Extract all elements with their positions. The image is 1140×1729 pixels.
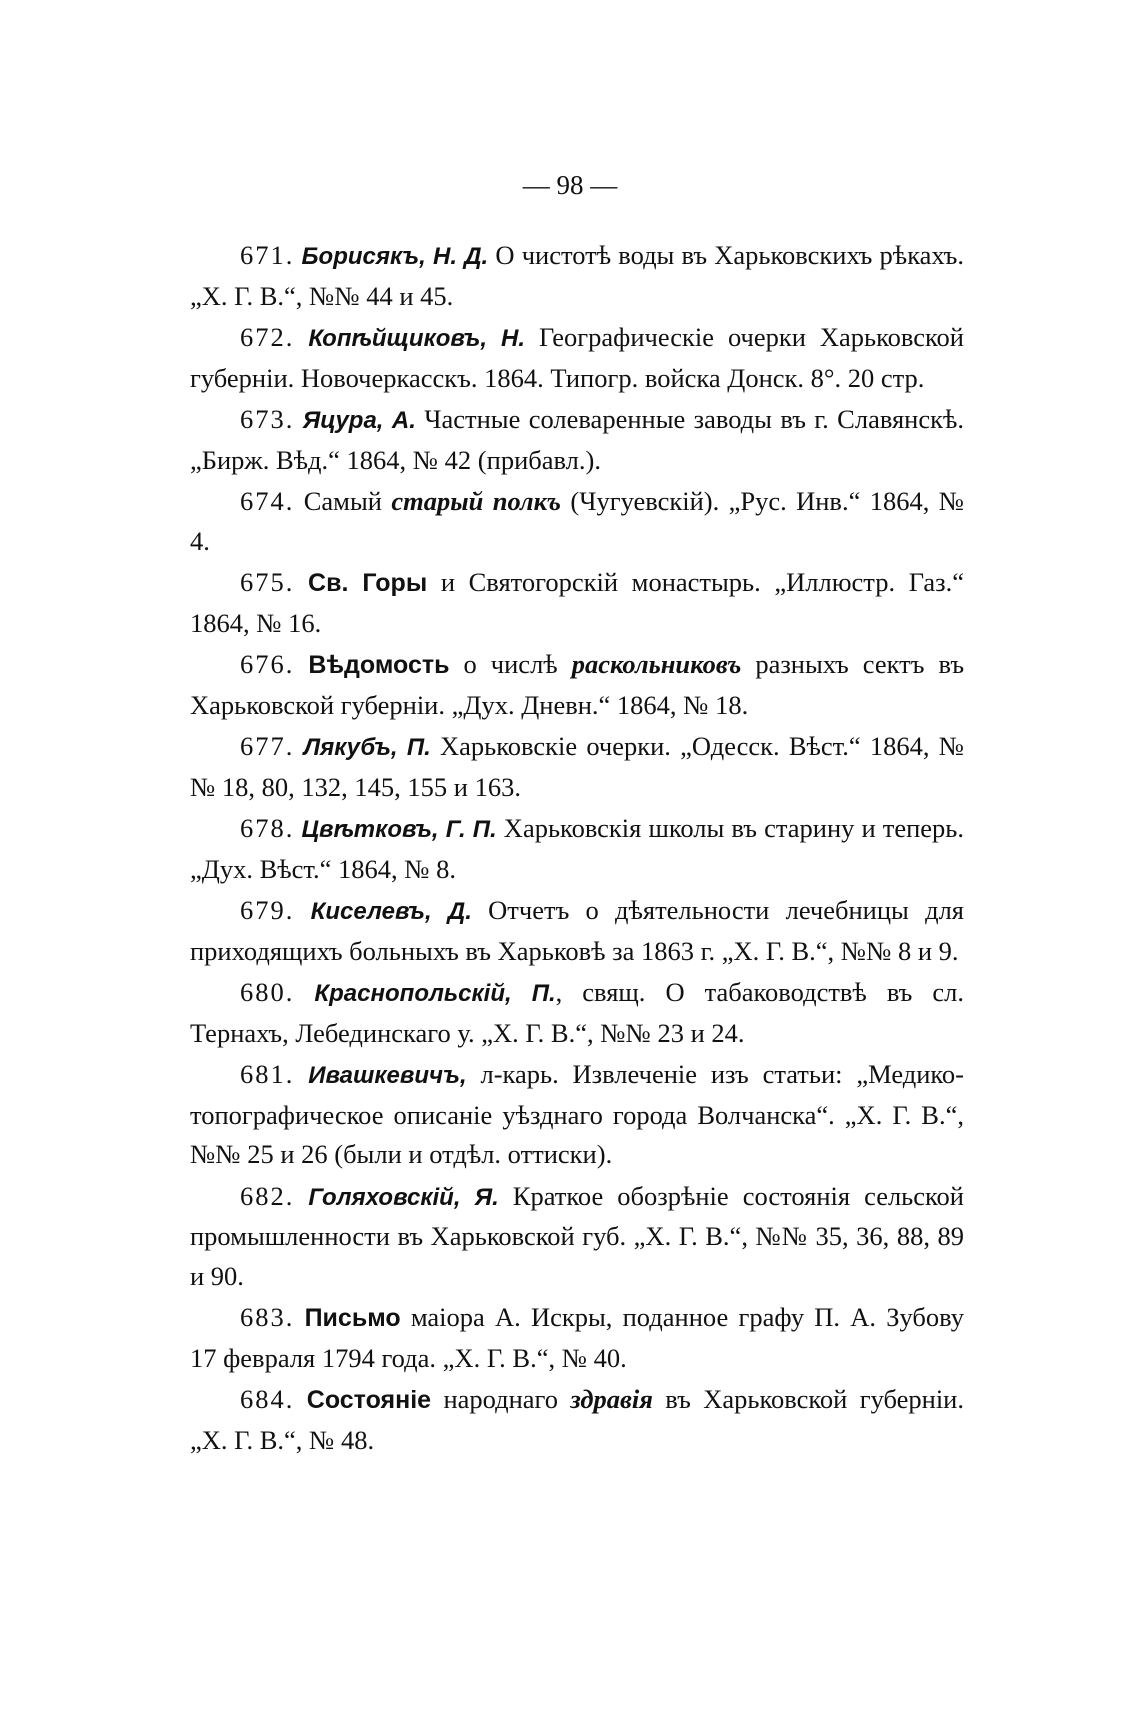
bibliography-list (190, 236, 964, 1462)
entry-text: (Чугуевскій). „Рус. Инв.“ 1864, № 4. (190, 486, 964, 556)
entry-author: Копѣйщиковъ, Н. (308, 325, 526, 352)
entry-author: Цвѣтковъ, Г. П. (301, 816, 497, 843)
bibliography-entry (190, 973, 964, 1053)
entry-text: о числѣ (449, 649, 572, 679)
entry-heading: Письмо (304, 1304, 401, 1332)
entry-heading: Вѣдомость (308, 651, 450, 679)
entry-author: Борисякъ, Н. Д. (301, 243, 489, 270)
entry-author: Лякубъ, П. (303, 734, 431, 761)
bibliography-entry (190, 318, 964, 398)
bibliography-entry (190, 1380, 964, 1460)
entry-text: въ Харьковской губерніи. „Х. Г. В.“, № 48. (190, 1384, 964, 1455)
page-number: — 98 — (522, 170, 618, 200)
bibliography-entry (190, 727, 964, 807)
entry-author: Киселевъ, Д. (310, 898, 472, 925)
entry-text: Частные солеваренные заводы въ г. Славянскѣ. „Бирж. Вѣд.“ 1864, № 42 (прибавл.). (190, 404, 965, 475)
bibliography-entry (190, 809, 964, 889)
entry-number: 673. (240, 404, 295, 434)
bibliography-entry (190, 1298, 964, 1378)
entry-text: , свящ. О табаководствѣ въ сл. Тернахъ, Лебединскаго у. „Х. Г. В.“, №№ 23 и 24. (190, 977, 965, 1048)
entry-number: 672. (240, 322, 295, 352)
entry-text: О чистотѣ воды въ Харьковскихъ рѣкахъ. „Х. Г. В.“, №№ 44 и 45. (190, 240, 965, 311)
entry-text: Харьковскіе очерки. „Одесск. Вѣст.“ 1864, №№ 18, 80, 132, 145, 155 и 163. (190, 731, 964, 802)
bibliography-entry (190, 891, 964, 971)
entry-author: Краснопольскій, П. (314, 980, 556, 1007)
bibliography-entry (190, 236, 964, 316)
entry-author: Ивашкевичъ, (308, 1062, 467, 1089)
entry-number: 682. (240, 1180, 295, 1211)
entry-number: 681. (240, 1059, 295, 1089)
bibliography-entry (190, 400, 964, 480)
bibliography-entry (190, 563, 964, 643)
entry-number: 674. (240, 486, 295, 516)
entry-text: и Святогорскій монастырь. „Иллюстр. Газ.“ 1864, № 16. (190, 567, 964, 638)
entry-text: народнаго (431, 1384, 571, 1414)
entry-author: Голяховскій, Я. (308, 1183, 499, 1211)
entry-text: Краткое обозрѣніе состоянія сельской промышленности въ Харьковской губ. „Х. Г. В.“, №№ 35, 36, 88, 89 и 90. (190, 1180, 964, 1291)
entry-text: Самый (303, 486, 392, 516)
entry-number: 678. (240, 813, 295, 843)
entry-number: 683. (240, 1302, 295, 1332)
entry-number: 675. (240, 567, 295, 597)
entry-text: разныхъ сектъ въ Харьковской губерніи. „Дух. Дневн.“ 1864, № 18. (190, 649, 965, 720)
entry-emphasis: старый полкъ (391, 486, 562, 516)
entry-number: 680. (240, 977, 295, 1007)
entry-author: Яцура, А. (302, 407, 416, 434)
entry-text: Географическіе очерки Харьковской губерніи. Новочеркасскъ. 1864. Типогр. войска Донск. 8°. 20 стр. (190, 322, 964, 393)
entry-emphasis: здравія (570, 1384, 653, 1414)
bibliography-entry (190, 1055, 964, 1175)
entry-number: 679. (240, 895, 295, 925)
entry-text: маіора А. Искры, поданное графу П. А. Зубову 17 февраля 1794 года. „Х. Г. В.“, № 40. (190, 1302, 964, 1373)
entry-number: 671. (240, 240, 295, 270)
bibliography-entry (190, 482, 964, 561)
entry-text: л-карь. Извлеченіе изъ статьи: „Медико-топографическое описаніе уѣзднаго города Волчанска“. „Х. Г. В.“, №№ 25 и 26 (были и отдѣл. оттиски). (190, 1059, 964, 1169)
entry-text: Харьковскія школы въ старину и теперь. „Дух. Вѣст.“ 1864, № 8. (190, 813, 965, 884)
bibliography-entry (190, 1177, 964, 1297)
entry-number: 677. (240, 731, 295, 761)
bibliography-entry (190, 645, 964, 725)
entry-heading: Состояніе (306, 1386, 432, 1414)
entry-text: Отчетъ о дѣятельности лечебницы для приходящихъ больныхъ въ Харьковѣ за 1863 г. „Х. Г. В.“, №№ 8 и 9. (190, 895, 964, 966)
entry-number: 676. (240, 649, 295, 679)
entry-number: 684. (240, 1384, 295, 1414)
entry-heading: Св. Горы (308, 569, 428, 597)
entry-emphasis: раскольниковъ (571, 649, 742, 679)
